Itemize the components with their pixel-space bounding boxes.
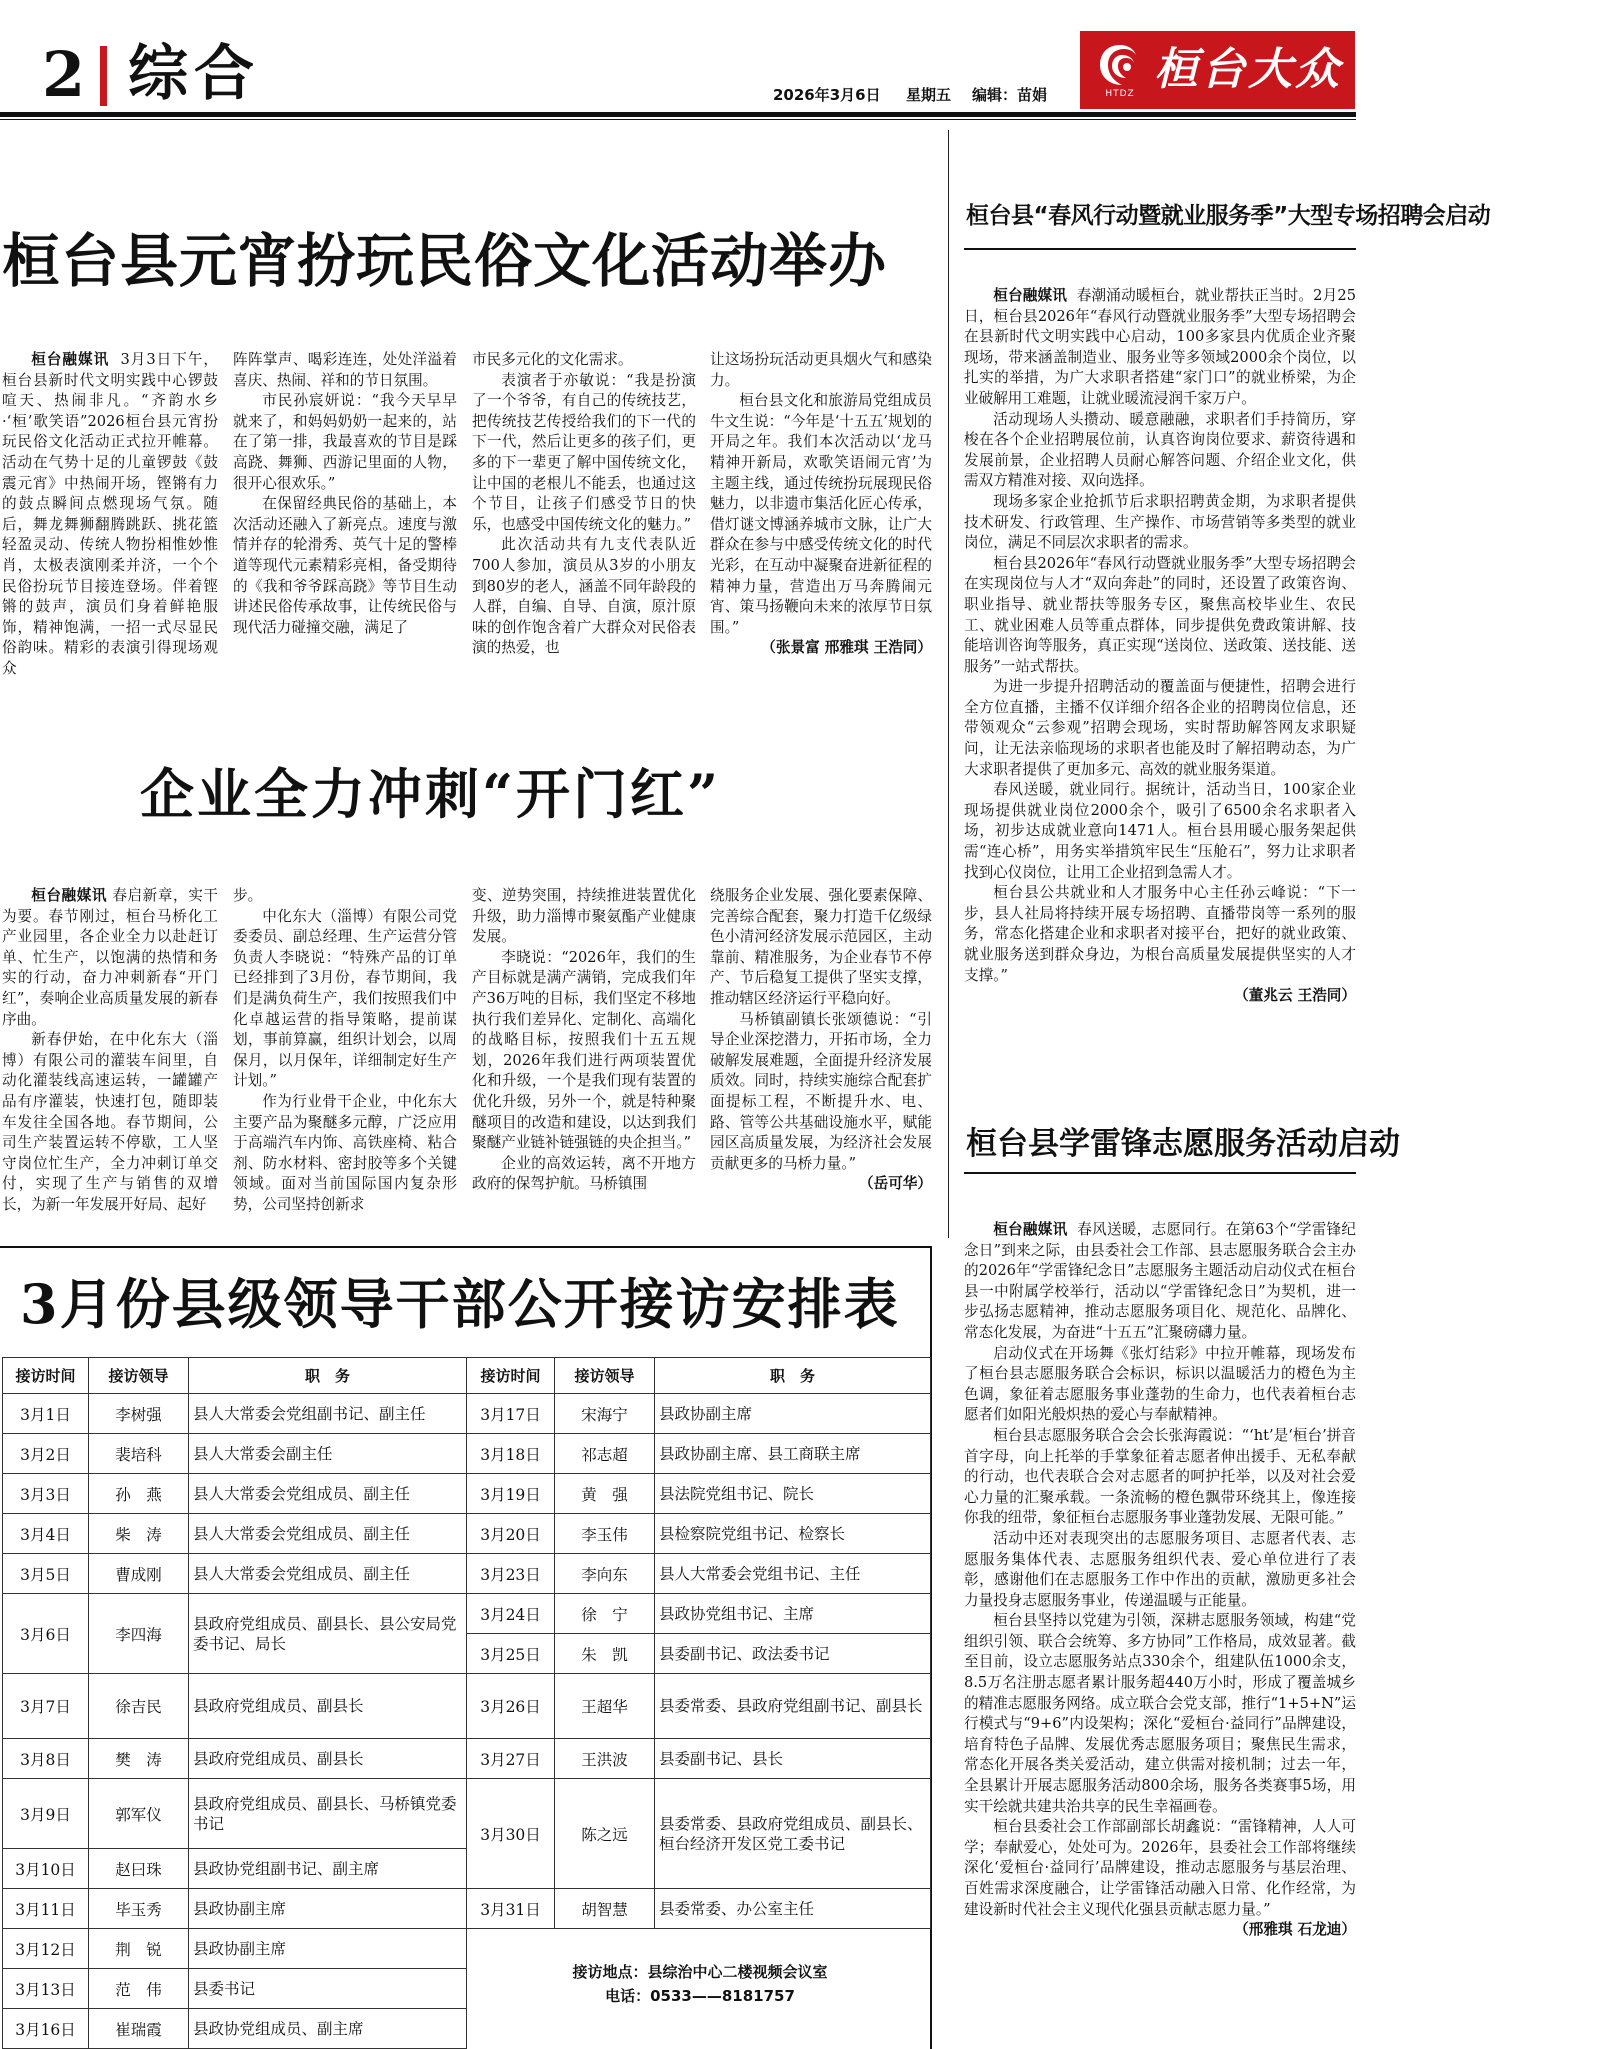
article-1-text-6: 表演者于亦敏说：“我是扮演了一个爷爷，有自己的传统技艺，把传统技艺传授给我们的下一代的下一代，然后让更多的孩子们，更多的下一辈更了解中国传统文化，让中国的老根儿不能丢，也通过这个节目，让孩子们感受节日的快乐，也感受中国传统文化的魅力。”: [472, 371, 696, 533]
cell-duty: 县人大常委会党组成员、副主任: [189, 1514, 467, 1554]
cell-duty: 县人大常委会党组副书记、副主任: [189, 1394, 467, 1434]
article-1-headline: 桓台县元宵扮玩民俗文化活动举办: [2, 227, 888, 295]
cell-duty: 县委常委、县政府党组副书记、副县长: [655, 1674, 931, 1739]
table-row: [3, 1514, 467, 1554]
article-1-byline: （张景富 邢雅琪 王浩同）: [761, 639, 932, 657]
article-2-text-3: 步。: [233, 887, 263, 904]
cell-leader: 荆 锐: [89, 1929, 189, 1969]
article-2-text-2: 新春伊始，在中化东大（淄博）有限公司的灌装车间里，自动化灌装线高速运转，一罐罐产品有序灌装，快速打包，随即装车发往全国各地。春节期间，公司生产装置运转不停歇，工人坚守岗位忙生产，全力冲刺订单交付，实现了生产与销售的双增长，为新一年发展开好局、起好: [2, 1031, 218, 1213]
article-2-column-3: [472, 886, 696, 1222]
cell-leader: 范 伟: [89, 1969, 189, 2009]
cell-date: 3月27日: [467, 1739, 555, 1779]
header-leader: 接访领导: [555, 1358, 655, 1394]
cell-leader: 黄 强: [555, 1474, 655, 1514]
cell-leader: 李玉伟: [555, 1514, 655, 1554]
cell-duty: 县政协副主席、县工商联主席: [655, 1434, 931, 1474]
cell-date: 3月2日: [3, 1434, 89, 1474]
article-2-column-2: [233, 886, 457, 1222]
cell-date: 3月4日: [3, 1514, 89, 1554]
article-2-text-5: 作为行业骨干企业，中化东大主要产品为聚醚多元醇，广泛应用于高端汽车内饰、高铁座椅、粘合剂、防水材料、密封胶等多个关键领域。面对当前国际国内复杂形势，公司坚持创新求: [233, 1092, 457, 1213]
cell-leader: 裴培科: [89, 1434, 189, 1474]
article-2-text-7: 李晓说：“2026年，我们的生产目标就是满产满销，完成我们年产36万吨的目标，我们坚定不移地执行我们差异化、定制化、高端化的战略目标，按照我们十五五规划，2026年我们进行两项装置优化和升级，一个是我们现有装置的优化升级，另外一个，就是特种聚醚项目的改造和建设，以达到我们聚醚产业链补链强链的央企担当。”: [472, 948, 696, 1152]
cell-duty: 县委常委、办公室主任: [655, 1889, 931, 1929]
issue-weekday: 星期五: [906, 86, 952, 104]
article-1-text-7: 此次活动共有九支代表队近700人参加，演员从3岁的小朋友到80岁的老人，涵盖不同年龄段的人群，自编、自导、自演，原汁原味的创作饱含着广大群众对民俗表演的热爱，也: [472, 536, 696, 657]
cell-duty: 县委副书记、政法委书记: [655, 1634, 931, 1674]
article-1-column-3: [472, 350, 696, 680]
cell-leader: 李树强: [89, 1394, 189, 1434]
article-3-text-2: 活动现场人头攒动、暖意融融，求职者们手持简历，穿梭在各个企业招聘展位前，认真咨询岗位要求、薪资待遇和发展前景，企业招聘人员耐心解答问题、介绍企业文化，供需双方精准对接、双向选择。: [964, 410, 1356, 490]
table-row: [467, 1594, 931, 1634]
table-row: [467, 1514, 931, 1554]
visit-venue: 接访地点：县综治中心二楼视频会议室: [572, 1963, 828, 1981]
article-2-headline: 企业全力冲刺“开门红”: [140, 762, 722, 826]
table-row: [3, 1474, 467, 1514]
cell-duty: 县政协党组书记、主席: [655, 1594, 931, 1634]
article-3-text-5: 为进一步提升招聘活动的覆盖面与便捷性，招聘会进行全方位直播，主播不仅详细介绍各企业的招聘岗位信息，还带领观众“云参观”招聘会现场，实时帮助解答网友求职疑问，让无法亲临现场的求职者也能及时了解招聘动态，为广大求职者提供了更加多元、高效的就业服务渠道。: [964, 678, 1356, 778]
cell-date: 3月26日: [467, 1674, 555, 1739]
table-row: [467, 1634, 931, 1674]
logo-caption: HTDZ: [1105, 89, 1135, 99]
table-row: [467, 1674, 931, 1739]
cell-date: 3月7日: [3, 1674, 89, 1739]
article-1-text-4: 在保留经典民俗的基础上，本次活动还融入了新亮点。速度与激情并存的轮滑秀、英气十足的警棒道等现代元素精彩亮相，备受期待的《我和爷爷踩高跷》等节目生动讲述民俗传承故事，让传统民俗与现代活力碰撞交融，满足了: [233, 495, 457, 636]
table-row: [3, 1889, 467, 1929]
cell-leader: 李向东: [555, 1554, 655, 1594]
article-3-text-3: 现场多家企业抢抓节后求职招聘黄金期，为求职者提供技术研发、行政管理、生产操作、市场营销等多类型的就业岗位，满足不同层次求职者的需求。: [964, 492, 1356, 552]
cell-date: 3月16日: [3, 2009, 89, 2049]
cell-leader: 宋海宁: [555, 1394, 655, 1434]
table-row: [3, 1554, 467, 1594]
cell-leader: 柴 涛: [89, 1514, 189, 1554]
cell-duty: 县政协党组成员、副主席: [189, 2009, 467, 2049]
table-row: [467, 1554, 931, 1594]
article-4-body: [964, 1220, 1356, 2048]
article-1-column-2: [233, 350, 457, 680]
header-duty: 职 务: [655, 1358, 931, 1394]
article-1-dateline: 桓台融媒讯: [31, 351, 110, 368]
article-1-text-1: 3月3日下午，桓台县新时代文明实践中心锣鼓喧天、热闹非凡。“齐韵水乡·‘桓’歌笑语”2026桓台县元宵扮玩民俗文化活动正式拉开帷幕。活动在气势十足的儿童锣鼓《鼓震元宵》中热闹开场，铿锵有力的鼓点瞬间点燃现场气氛。随后，舞龙舞狮翻腾跳跃、挑花篮轻盈灵动、传统人物扮相惟妙惟肖，太极表演刚柔并济，一个个民俗扮玩节目接连登场。伴着铿锵的鼓声，演员们身着鲜艳服饰，精神饱满，一招一式尽显民俗韵味。精彩的表演引得现场观众: [2, 351, 218, 677]
cell-date: 3月24日: [467, 1594, 555, 1634]
cell-leader: 徐 宁: [555, 1594, 655, 1634]
cell-date: 3月10日: [3, 1849, 89, 1889]
cell-leader: 李四海: [89, 1594, 189, 1674]
schedule-title: 3月份县级领导干部公开接访安排表: [20, 1272, 900, 1336]
article-4-text-6: 桓台县委社会工作部副部长胡鑫说：“雷锋精神，人人可学；奉献爱心，处处可为。2026年，县委社会工作部将继续深化‘爱桓台·益同行’品牌建设，推动志愿服务与基层治理、百姓需求深度融合，让学雷锋活动融入日常、化作经常，为建设新时代社会主义现代化强县贡献志愿力量。”: [964, 1818, 1356, 1918]
visit-location: [470, 1960, 930, 2008]
cell-date: 3月18日: [467, 1434, 555, 1474]
table-row: [3, 1394, 467, 1434]
cell-leader: 王超华: [555, 1674, 655, 1739]
cell-duty: 县政协副主席: [189, 1929, 467, 1969]
cell-leader: 孙 燕: [89, 1474, 189, 1514]
article-2-column-1: [2, 886, 218, 1222]
column-divider: [948, 130, 949, 1238]
cell-date: 3月5日: [3, 1554, 89, 1594]
cell-leader: 郭军仪: [89, 1779, 189, 1849]
cell-duty: 县人大常委会党组成员、副主任: [189, 1554, 467, 1594]
article-2-text-6: 变、逆势突围，持续推进装置优化升级，助力淄博市聚氨酯产业健康发展。: [472, 887, 696, 946]
article-4-rule: [964, 1172, 1356, 1174]
article-1-column-4: [710, 350, 932, 686]
article-2-text-4: 中化东大（淄博）有限公司党委委员、副总经理、生产运营分管负责人李晓说：“特殊产品的订单已经排到了3月份，春节期间，我们是满负荷生产，我们按照我们中化卓越运营的指导策略，提前谋划，事前算赢，组织计划会，以周保月，以月保年，详细制定好生产计划。”: [233, 907, 457, 1090]
article-4-headline: 桓台县学雷锋志愿服务活动启动: [966, 1126, 1400, 1162]
visit-phone: 电话：0533——8181757: [605, 1987, 795, 2005]
cell-date: 3月19日: [467, 1474, 555, 1514]
cell-duty: 县委副书记、县长: [655, 1739, 931, 1779]
schedule-table-left: [2, 1357, 467, 2049]
article-1-text-8: 让这场扮玩活动更具烟火气和感染力。: [710, 351, 932, 389]
cell-leader: 樊 涛: [89, 1739, 189, 1779]
table-row: [467, 1474, 931, 1514]
logo-wordmark: 桓台大众: [1154, 44, 1342, 95]
logo-swirl-icon: [1096, 41, 1144, 89]
article-3-body: [964, 286, 1356, 1038]
article-4-text-5: 桓台县坚持以党建为引领，深耕志愿服务领域，构建“党组织引领、联合会统筹、多方协同”工作格局，成效显著。截至目前，设立志愿服务站点330余个，组建队伍1000余支，8.5万名注册志愿者累计服务超440万小时，形成了覆盖城乡的精准志愿服务网络。成立联合会党支部，推行“1+5+N”运行模式与“9+6”内设架构；深化“爱桓台·益同行”品牌建设，培育特色子品牌、发展优秀志愿服务项目；聚焦民生需求，常态化开展各类关爱活动，建立供需对接机制；过去一年，全县累计开展志愿服务活动800余场，服务各类赛事5场，用实干绘就共建共治共享的民生幸福画卷。: [964, 1612, 1356, 1815]
cell-leader: 曹成刚: [89, 1554, 189, 1594]
cell-date: 3月17日: [467, 1394, 555, 1434]
table-row: [3, 1969, 467, 2009]
article-3-text-6: 春风送暖，就业同行。据统计，活动当日，100家企业现场提供就业岗位2000余个，吸引了6500余名求职者入场，初步达成就业意向1471人。桓台县用暖心服务架起供需“连心桥”，用务实举措筑牢民生“压舱石”，努力让求职者找到心仪岗位，让用工企业招到急需人才。: [964, 781, 1356, 881]
article-4-byline: （邢雅琪 石龙迪）: [1234, 1921, 1356, 1939]
article-2-dateline: 桓台融媒讯: [31, 887, 108, 904]
cell-duty: 县人大常委会副主任: [189, 1434, 467, 1474]
cell-duty: 县政府党组成员、副县长、马桥镇党委书记: [189, 1779, 467, 1849]
cell-date: 3月31日: [467, 1889, 555, 1929]
cell-leader: 王洪波: [555, 1739, 655, 1779]
editor-credit: 编辑：苗娟: [972, 86, 1048, 104]
article-2-text-8: 企业的高效运转，离不开地方政府的保驾护航。马桥镇围: [472, 1154, 696, 1193]
cell-date: 3月6日: [3, 1594, 89, 1674]
cell-duty: 县委书记: [189, 1969, 467, 2009]
cell-leader: 徐吉民: [89, 1674, 189, 1739]
article-3-text-4: 桓台县2026年“春风行动暨就业服务季”大型专场招聘会在实现岗位与人才“双向奔赴”的同时，还设置了政策咨询、职业指导、就业帮扶等服务专区，聚焦高校毕业生、农民工、就业困难人员等重点群体，同步提供免费政策讲解、技能培训咨询等服务，真正实现“送岗位、送政策、送技能、送服务”一站式帮扶。: [964, 554, 1356, 675]
article-3-byline: （董兆云 王浩同）: [1234, 987, 1356, 1005]
section-title: 综合: [128, 39, 260, 109]
article-1-text-2: 阵阵掌声、喝彩连连，处处洋溢着喜庆、热闹、祥和的节日氛围。: [233, 351, 457, 389]
table-row: [467, 1434, 931, 1474]
article-4-text-3: 桓台县志愿服务联合会会长张海霞说：“‘ht’是‘桓台’拼音首字母，向上托举的手掌象征着志愿者伸出援手、无私奉献的行动，也代表联合会对志愿者的呵护托举，以及对社会爱心力量的汇聚承载。一条流畅的橙色飘带环绕其上，像连接你我的纽带，象征桓台志愿服务事业蓬勃发展、无限可能。”: [964, 1426, 1356, 1527]
table-row: [3, 1674, 467, 1739]
cell-leader: 陈之远: [555, 1779, 655, 1889]
cell-duty: 县法院党组书记、院长: [655, 1474, 931, 1514]
table-row: [3, 1929, 467, 1969]
article-2-byline: （岳可华）: [859, 1175, 932, 1193]
cell-duty: 县政协副主席: [655, 1394, 931, 1434]
cell-date: 3月12日: [3, 1929, 89, 1969]
article-1-text-9: 桓台县文化和旅游局党组成员牛文生说：“今年是‘十五五’规划的开局之年。我们本次活动以‘龙马精神开新局，欢歌笑语闹元宵’为主题主线，通过传统扮玩展现民俗魅力，以非遗市集活化匠心传承，借灯谜文博涵养城市文脉，让广大群众在参与中感受传统文化的时代光彩，在互动中凝聚奋进新征程的精神力量，营造出万马奔腾闹元宵、策马扬鞭向未来的浓厚节日氛围。”: [710, 392, 932, 636]
article-4-text-2: 启动仪式在开场舞《张灯结彩》中拉开帷幕，现场发布了桓台县志愿服务联合会标识，标识以温暖活力的橙色为主色调，象征着志愿服务事业蓬勃的生命力，也代表着桓台志愿者们如阳光般炽热的爱心与奉献精神。: [964, 1344, 1356, 1424]
table-row: [467, 1889, 931, 1929]
table-row: [3, 1739, 467, 1779]
schedule-left-header-row: [3, 1358, 467, 1394]
cell-duty: 县政协党组副书记、副主席: [189, 1849, 467, 1889]
schedule-table-right: [466, 1357, 931, 1929]
cell-date: 3月11日: [3, 1889, 89, 1929]
article-3-text-1: 春潮涌动暖桓台，就业帮扶正当时。2月25日，桓台县2026年“春风行动暨就业服务季”大型专场招聘会在县新时代文明实践中心启动，100多家县内优质企业齐聚现场，带来涵盖制造业、服务业等多领域2000余个岗位，以扎实的举措，为广大求职者搭建“家门口”的就业桥梁，为企业破解用工难题，让就业暖流浸润千家万户。: [964, 287, 1356, 407]
table-row: [3, 1594, 467, 1674]
header-duty: 职 务: [189, 1358, 467, 1394]
cell-date: 3月23日: [467, 1554, 555, 1594]
cell-date: 3月3日: [3, 1474, 89, 1514]
cell-leader: 毕玉秀: [89, 1889, 189, 1929]
cell-date: 3月1日: [3, 1394, 89, 1434]
page-number: 2: [42, 38, 86, 111]
article-2-text-10: 马桥镇副镇长张颂德说：“引导企业深挖潜力，开拓市场，全力破解发展难题，全面提升经济发展质效。同时，持续实施综合配套扩面提标工程，不断提升水、电、路、管等公共基础设施水平，赋能园区高质量发展，为经济社会发展贡献更多的马桥力量。”: [710, 1010, 932, 1172]
cell-leader: 赵曰珠: [89, 1849, 189, 1889]
masthead-rule-thin: [0, 119, 1356, 120]
cell-duty: 县人大常委会党组成员、副主任: [189, 1474, 467, 1514]
header-leader: 接访领导: [89, 1358, 189, 1394]
article-3-rule: [964, 248, 1356, 250]
cell-date: 3月25日: [467, 1634, 555, 1674]
cell-date: 3月30日: [467, 1779, 555, 1889]
article-1-column-1: [2, 350, 218, 680]
cell-duty: 县政府党组成员、副县长: [189, 1739, 467, 1779]
article-1-text-3: 市民孙宸妍说：“我今天早早就来了，和妈妈奶奶一起来的，站在了第一排，我最喜欢的节目是踩高跷、舞狮、西游记里面的人物，很开心很欢乐。”: [233, 392, 457, 492]
article-4-text-4: 活动中还对表现突出的志愿服务项目、志愿者代表、志愿服务集体代表、志愿服务组织代表、爱心单位进行了表彰，感谢他们在志愿服务工作中作出的贡献，激励更多社会力量投身志愿服务事业，传递温暖与正能量。: [964, 1529, 1356, 1609]
cell-duty: 县人大常委会党组书记、主任: [655, 1554, 931, 1594]
header-date: 接访时间: [3, 1358, 89, 1394]
table-row: [3, 1434, 467, 1474]
cell-date: 3月8日: [3, 1739, 89, 1779]
article-2-text-9: 绕服务企业发展、强化要素保障、完善综合配套，聚力打造千亿级绿色小清河经济发展示范园区，主动靠前、精准服务，为企业春节不停产、节后稳复工提供了坚实支撑，推动辖区经济运行平稳向好。: [710, 887, 932, 1007]
article-3-dateline: 桓台融媒讯: [993, 287, 1068, 304]
table-row: [467, 1394, 931, 1434]
table-row: [3, 1849, 467, 1889]
cell-date: 3月20日: [467, 1514, 555, 1554]
schedule-right-header-row: [467, 1358, 931, 1394]
table-row: [3, 1779, 467, 1849]
issue-date: 2026年3月6日: [773, 86, 881, 104]
cell-date: 3月9日: [3, 1779, 89, 1849]
cell-duty: 县政协副主席: [189, 1889, 467, 1929]
cell-duty: 县委常委、县政府党组成员、副县长、桓台经济开发区党工委书记: [655, 1779, 931, 1889]
table-row: [467, 1739, 931, 1779]
header-date: 接访时间: [467, 1358, 555, 1394]
section-divider: [100, 46, 107, 106]
cell-duty: 县检察院党组书记、检察长: [655, 1514, 931, 1554]
cell-leader: 朱 凯: [555, 1634, 655, 1674]
masthead-rule: [0, 112, 1356, 117]
article-1-text-5: 市民多元化的文化需求。: [472, 351, 633, 368]
cell-duty: 县政府党组成员、副县长: [189, 1674, 467, 1739]
table-row: [467, 1779, 931, 1889]
cell-leader: 崔瑞霞: [89, 2009, 189, 2049]
cell-duty: 县政府党组成员、副县长、县公安局党委书记、局长: [189, 1594, 467, 1674]
article-4-dateline: 桓台融媒讯: [993, 1221, 1068, 1238]
cell-leader: 祁志超: [555, 1434, 655, 1474]
article-3-text-7: 桓台县公共就业和人才服务中心主任孙云峰说：“下一步，县人社局将持续开展专场招聘、直播带岗等一系列的服务，常态化搭建企业和求职者对接平台，把好的就业政策、就业服务送到群众身边，为根台高质量发展提供坚实的人才支撑。”: [964, 884, 1356, 984]
table-row: [3, 2009, 467, 2049]
article-4-text-1: 春风送暖，志愿同行。在第63个“学雷锋纪念日”到来之际，由县委社会工作部、县志愿服务联合会主办的2026年“学雷锋纪念日”志愿服务主题活动启动仪式在桓台县一中附属学校举行，活动以“学雷锋纪念日”为契机，进一步弘扬志愿精神，推动志愿服务项目化、规范化、品牌化、常态化发展，为奋进“十五五”汇聚磅礴力量。: [964, 1221, 1356, 1341]
cell-date: 3月13日: [3, 1969, 89, 2009]
article-2-column-4: [710, 886, 932, 1226]
article-2-text-1: 春启新章，实干为要。春节刚过，桓台马桥化工产业园里，各企业全力以赴赶订单、忙生产，以饱满的热情和务实的行动，奋力冲刺新春“开门红”，奏响企业高质量发展的新春序曲。: [2, 887, 218, 1028]
article-3-headline: 桓台县“春风行动暨就业服务季”大型专场招聘会启动: [966, 203, 1491, 229]
newspaper-logo: [1080, 31, 1355, 109]
cell-leader: 胡智慧: [555, 1889, 655, 1929]
